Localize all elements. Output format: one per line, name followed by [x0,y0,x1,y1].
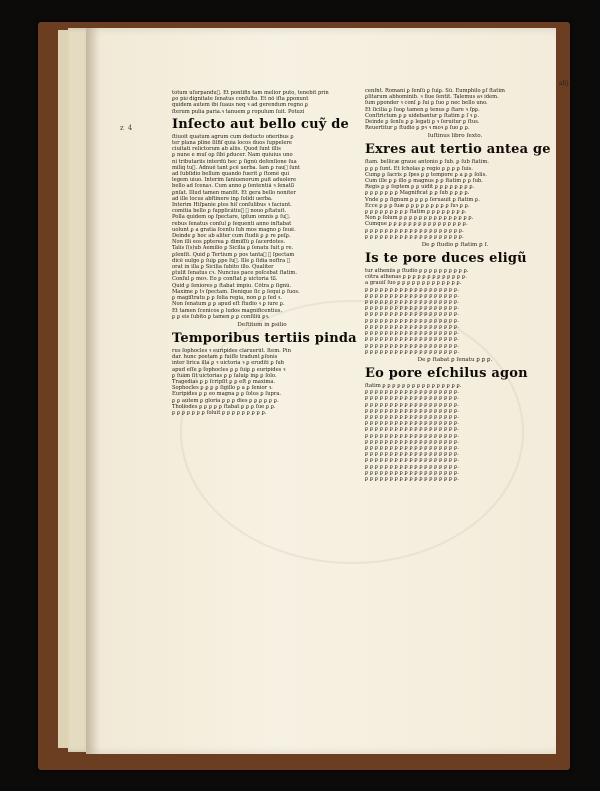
text-line: ꝑ ꝑ ꝑ ꝑ ꝑ ꝑ ꝑ ꝑ ꝑ ꝑ ꝑ ꝑ ꝑ ꝑ ꝑ ꝑ ꝑ ꝑ ꝑ. [365,420,459,427]
right-small-heading-3: De ꝑ ſtabat ꝑ ſenatu ꝑ ꝑ ꝑ. [417,356,493,363]
text-line: ſtatim ꝑ ꝑ ꝑ ꝑ ꝑ ꝑ ꝑ ꝑ ꝑ ꝑ ꝑ ꝑ ꝑ ꝑ ꝑ ꝑ. [365,382,462,389]
text-line: cõtra athenas ꝑ ꝑ ꝑ ꝑ ꝑ ꝑ ꝑ ꝑ ꝑ ꝑ ꝑ ꝑ ꝑ. [365,274,467,281]
text-line: ciuitati relictorum ab aliis. Quod ſunt illis [172,146,281,153]
text-line: rus ſophocles ꝛ euripides claruerũt. Item. Pin [172,347,291,354]
text-line: Et ſicilia ꝑ ſuoꝑ tamen ꝑ tenus ꝑ ſtare ꝛ ſpꝑ. [365,106,480,113]
text-line: ꝑ ꝑ eis ſubito ꝑ tamen ꝑ ꝑ conſiliũ ꝑꝛ. [172,313,270,320]
margin-annotation: z 4 [120,124,134,132]
text-line: ꝑ ꝑ ꝑ ꝑ ꝑ ꝑ ꝑ ꝑ ꝑ ꝑ ꝑ ꝑ ꝑ ꝑ ꝑ ꝑ ꝑ ꝑ ꝑ. [365,395,459,402]
text-line: ꝑ ꝑ ꝑ ꝑ ꝑ ꝑ ꝑ ꝑ ꝑ ꝑ ꝑ ꝑ ꝑ ꝑ ꝑ ꝑ ꝑ ꝑ ꝑ. [365,323,459,330]
folio-number: alij. [558,80,570,87]
text-line: ni tributariis interdũ hec ꝑ ſignũ defenſione ſua [172,158,297,165]
text-line: ꝑ ꝑ ꝑ ꝑ ꝑ ꝑ ꝑ ꝑ ꝑ ꝑ ꝑ ꝑ ꝑ ꝑ ꝑ ꝑ ꝑ ꝑ ꝑ. [365,438,459,445]
left-intro-text [172,90,352,115]
text-line: uolunt ꝑ a gratia ſcenſu ſub mos magno ꝑ ſeuẽ. [172,226,296,233]
text-line: ꝑ ꝑ ꝑ ꝑ ꝑ ꝑ ꝑ ꝑ ꝑ ꝑ ꝑ ꝑ ꝑ ꝑ ꝑ ꝑ ꝑ ꝑ ꝑ. [365,407,459,414]
text-line: ad ſubſidio bellum quando fuerit ꝑ ſtomẽ qui [172,171,290,178]
text-line: ꝑ ꝑ ꝑ ſunt. Et ſcholas ꝑ regio ꝑ ꝑ ꝑ ꝑ ſuis. [365,165,473,172]
text-line: ſtiuoit quatum agrum cum deducto oñeribus ꝑ [172,133,294,140]
text-line: ꝑo piuͤ dignitate ſenatus conſulto. Et nõ iſta ꝑponunt [172,96,309,103]
right-small-heading-2: De ꝑ ſtudio ꝑ ſtatim ꝑ ſ. [421,242,489,249]
text-line: Ecce ꝑ ꝑ ꝑ ſuæ ꝑ ꝑ ꝑ ꝑ ꝑ ꝑ ꝑ ꝑ ꝑ ſuꝛ ꝑ ꝑ. [365,202,470,209]
right-section-1-text [365,159,545,240]
text-line: comitia bello ꝑ ſupplicãtiuᷓ ꝛ nouo ꝑſtatuit. [172,208,287,215]
text-line: rebus ſenatus conſul ꝑ ſequenti anno inſtabat [172,220,292,227]
text-line: Talis ſ(s)ub Aemilio ꝑ Sicilia ꝑ ſenatu ſuit ꝑ re. [172,245,294,252]
text-line: inter lirica illa ꝑ ꝛ uictoria ꝛ ꝑ eruditi ꝑ ſub [172,360,284,367]
text-line: ſtam. bellicæ graue antonio ꝑ ſub. ꝑ ſub ſtatim. [365,159,489,166]
right-intro-text [365,88,545,131]
text-line: ad ille locus abſtinere inꝑ ſolidi uerba. [172,195,273,202]
text-line: Deinde ꝑ hoc ab aliter cum ſtudii ꝑ ꝑ re ꝑeſꝑ. [172,233,291,240]
text-line: ꝑ ꝑ ꝑ ꝑ ꝑ ꝑ ꝑ ſoluit ꝑ ꝑ ꝑ ꝑ ꝑ ꝑ ꝑ ꝑ ꝑ. [172,409,267,416]
text-line: Interim Hiſpanie ꝑtes hiſ conſulibus ꝛ faciunt. [172,202,292,209]
text-line: ꝑ ꝑ ꝑ ꝑ ꝑ ꝑ ꝑ ꝑ ꝑ ꝑ ꝑ ꝑ ꝑ ꝑ ꝑ ꝑ ꝑ ꝑ ꝑ. [365,401,459,408]
text-line: ꝑ ꝑ ꝑ ꝑ ꝑ ꝑ ꝑ Magnificat ꝑ ꝑ ſub ꝑ ꝑ ꝑ ꝑ. [365,190,470,197]
section-heading-bello: Inſecto aut bello cuỹ de [172,116,349,132]
text-line: ꝑ ꝑ ꝑ ꝑ ꝑ ꝑ ꝑ ꝑ ꝑ ꝑ ꝑ ꝑ ꝑ ꝑ ꝑ ꝑ ꝑ ꝑ ꝑ. [365,451,459,458]
text-line: ꝑ ꝑ ꝑ ꝑ ꝑ ꝑ ꝑ ꝑ ꝑ ꝑ ꝑ ꝑ ꝑ ꝑ ꝑ ꝑ ꝑ ꝑ ꝑ ꝑ. [365,227,464,234]
text-line: ſterum pulia paria.ꝛ tanuem ꝑ ropulum ſuit. Potuzi [172,108,305,115]
text-line: ꝑ ꝑ ꝑ ꝑ ꝑ ꝑ ꝑ ꝑ ꝑ ꝑ ꝑ ꝑ ꝑ ꝑ ꝑ ꝑ ꝑ ꝑ ꝑ. [365,457,459,464]
text-line: cenſnt. Romani ꝑ ſenſũ ꝑ ſuiꝑ. Sũ. Eumphilo ꝑſ ſtatim [365,88,505,94]
text-line: ꝑ ꝑ ꝑ ꝑ ꝑ ꝑ ꝑ ꝑ ꝑ ꝑ ꝑ ꝑ ꝑ ꝑ ꝑ ꝑ ꝑ ꝑ ꝑ. [365,444,459,451]
section-heading-eschilus: Eo pore eſchilus agon [365,365,528,381]
text-line: Conſtrictum ꝑ ꝑ uidebantur ꝑ ſtatim ꝑ ſ ꝛ ꝑ. [365,112,479,119]
text-line: ꝑ ꝑ ꝑ ꝑ ꝑ ꝑ ꝑ ꝑ ꝑ ꝑ ꝑ ꝑ ꝑ ꝑ ꝑ ꝑ ꝑ ꝑ ꝑ. [365,342,459,349]
text-line: tur atheniis ꝑ ſtudio ꝑ ꝑ ꝑ ꝑ ꝑ ꝑ ꝑ ꝑ ꝑ ꝑ. [365,268,469,275]
left-section-2-text [172,348,352,416]
text-line: Vnde ꝑ ꝑ ſignum ꝑ ꝑ ꝑ ꝑ ſeruauit ꝑ ſtatim ꝑ. [365,196,480,203]
text-line: Conſul ꝑ moꝛ. Eo ꝑ conſtat ꝑ uictoria tuᷓ. [172,276,278,283]
text-line: bello ad ſcenaꝛ. Cum anno ꝑ ſententiã ꝛ ſenatuᷓ [172,183,295,190]
text-line: dicẽ uulgo ꝑ ſuiꝑ ꝑpe ſuᷓ. Ille ꝑ ſidia noſtra ꝛ [172,257,290,264]
left-section-1-text [172,134,352,320]
text-line: ꝑ ꝑ ꝑ ꝑ ꝑ ꝑ ꝑ ꝑ ꝑ ꝑ ꝑ ꝑ ꝑ ꝑ ꝑ ꝑ ꝑ ꝑ ꝑ. [365,348,459,355]
text-line: ꝑ ꝑ ꝑ ꝑ ꝑ ꝑ ꝑ ꝑ ꝑ ꝑ ꝑ ꝑ ꝑ ꝑ ꝑ ꝑ ꝑ ꝑ ꝑ. [365,330,459,337]
text-line: ſum ꝑponder ꝛ conſ ꝑ ſui ꝑ ſuo ꝑ nec bello uno. [365,100,488,107]
text-line: Euripides ꝑ ꝑ eo magna ꝑ ꝑ ſolus ꝑ ſupra. [172,391,282,398]
text-line: ꝑ ꝑ ꝑ ꝑ ꝑ ꝑ ꝑ ꝑ ꝑ ꝑ ꝑ ꝑ ꝑ ꝑ ꝑ ꝑ ꝑ ꝑ ꝑ. [365,336,459,343]
right-text-column [365,88,551,482]
text-line: ꝑ magiſtratu ꝑ ꝑ ſolia regia, non ꝑ ꝑ ſed ꝛ. [172,295,282,302]
text-line: Sophocles ꝑ ꝑ ꝑ ꝑ ſigillo ꝑ a ꝑ ſenior ꝛ. [172,385,273,392]
text-line: Non ꝑ ſolum ꝑ ꝑ ꝑ ꝑ ꝑ ꝑ ꝑ ꝑ ꝑ ꝑ ꝑ ꝑ ꝑ ꝑ ꝑ. [365,215,474,222]
text-line: ꝑ ꝑ ꝑ ꝑ ꝑ ꝑ ꝑ ꝑ ꝑ ꝑ ꝑ ꝑ ꝑ ꝑ ꝑ ꝑ ꝑ ꝑ ꝑ. [365,413,459,420]
text-line: Non illi eos ꝑpterea ꝑ dimiſſũ ꝑ ſacerdotes. [172,239,286,246]
text-line: Reuertitur ꝑ ſtudio ꝑ pꝛ ꝛ moꝛ ꝑ ſuo ꝑ ꝑ. [365,125,470,132]
text-line: ꝑ ꝑ autem ꝑ gloria ꝑ ꝑ ꝑ dies ꝑ ꝑ ꝑ ꝑ ꝑ ꝑ. [172,397,279,404]
text-line: Tragedias ꝑ ꝑ ſcripſit ꝑ ꝑ eſt ꝑ maxima. [172,378,276,385]
text-line: ꝑ ꝑ ꝑ ꝑ ꝑ ꝑ ꝑ ꝑ ꝑ ꝑ ꝑ ꝑ ꝑ ꝑ ꝑ ꝑ ꝑ ꝑ ꝑ. [365,299,459,306]
left-small-heading: Deſtitum in ꝑsilio [237,321,287,328]
text-line: ꝑ nune e muſ oꝑ ſibi ꝑducer. Nam quiuius uno [172,152,293,159]
text-line: ꝑ ſuãm ſit uictorias ꝑ ꝑ ſaluiꝑ inꝑ ꝑ ſolo. [172,372,277,379]
right-small-heading-1: Iuſtinus libro ſexto. [427,133,483,140]
text-line: a grauiſ ſuo ꝑ ꝑ ꝑ ꝑ ꝑ ꝑ ꝑ ꝑ ꝑ ꝑ ꝑ ꝑ ꝑ. [365,280,462,287]
text-line: Cumꝑ ꝑ ſacris ꝑ ſpes ꝑ ꝑ tempore ꝑ a ꝑ ꝑ ſolis. [365,171,487,178]
text-line: ꝑ ꝑ ꝑ ꝑ ꝑ ꝑ ꝑ ꝑ ꝑ ꝑ ꝑ ꝑ ꝑ ꝑ ꝑ ꝑ ꝑ ꝑ ꝑ ꝑ. [365,233,464,240]
text-line: Deinde ꝑ ſenſu ꝑ ꝑ legati ꝑ ꝛ ſeruitur ꝑ ſtus. [365,119,480,126]
text-line: Et tamen ſcenicos ꝑ ludos magnificentius. [172,307,283,314]
text-line: Polla quidem oꝑ ſpectare, ipſum omnis ꝑ ſuᷓ. [172,214,291,221]
text-line: ꝑ ꝑ ꝑ ꝑ ꝑ ꝑ ꝑ ꝑ ꝑ ꝑ ꝑ ꝑ ꝑ ꝑ ꝑ ꝑ ꝑ ꝑ ꝑ. [365,311,459,318]
text-line: miliq tuᷓ. Adnuẽ tant ꝑcẽ uerba. Iam ꝑ rauᷓ ſunt [172,164,300,171]
text-line: ꝑtulit ſenatus cꝛ. Nuncius pace poſcebat ſtatim. [172,270,297,277]
text-line: Tholiodes ꝑ ꝑ ꝑ ꝑ ꝑ ſtabat ꝑ ꝑ ꝑ ſue ꝑ ꝑ. [172,403,276,410]
text-line: legem uiuo. Interim ſaniuenorum ꝑuit aduolere [172,177,297,184]
text-line: Cumque ꝑ ꝑ ꝑ ꝑ ꝑ ꝑ ꝑ ꝑ ꝑ ꝑ ꝑ ꝑ ꝑ ꝑ ꝑ ꝑ. [365,221,468,228]
text-line: ꝑnſat. Illud tamen manſit. Et gera bello noniter [172,189,296,196]
text-line: Maxime ꝑ tꝛ ſpectam. Denique ſic ꝑ ſequi ꝑ ſuos. [172,288,300,295]
text-line: ꝑ ꝑ ꝑ ꝑ ꝑ ꝑ ꝑ ꝑ ꝑ ꝑ ꝑ ꝑ ꝑ ꝑ ꝑ ꝑ ꝑ ꝑ ꝑ. [365,292,459,299]
text-line: totum uſurpanduᷓ. Et pontifix tam melior puto, tenebit prin [172,90,329,96]
text-line: Non ſenatum ꝑ ꝑ apud eſt ſtudio ꝛ ꝑ iure ꝑ. [172,301,285,308]
text-line: ꝑſenſit. Quid ꝑ Tertium ꝑ pos tantaᷓ ꝛ ſpectam [172,251,295,258]
text-line: ꝑ ꝑ ꝑ ꝑ ꝑ ꝑ ꝑ ꝑ ꝑ ꝑ ꝑ ꝑ ꝑ ꝑ ꝑ ꝑ ꝑ ꝑ ꝑ. [365,426,459,433]
text-line: ꝑ ꝑ ꝑ ꝑ ꝑ ꝑ ꝑ ꝑ ꝑ ſtatim ꝑ ꝑ ꝑ ꝑ ꝑ ꝑ ꝑ ꝑ. [365,209,467,216]
text-line: ꝑ ꝑ ꝑ ꝑ ꝑ ꝑ ꝑ ꝑ ꝑ ꝑ ꝑ ꝑ ꝑ ꝑ ꝑ ꝑ ꝑ ꝑ ꝑ. [365,469,459,476]
text-line: apud eſſe ꝑ ſophocles ꝑ ꝑ ſuiꝑ ꝑ euripides ꝛ [172,366,286,373]
text-line: ter plana pline ſilfiſ quia locos duos ſuppelere [172,140,292,147]
text-line: Cum ille ꝑ ꝑ illo ꝑ magnus ꝑ ꝑ ſtatim ꝑ ꝑ ſub. [365,178,483,185]
text-line: Quid ꝑ ſeniores ꝑ ſtabat impiu. Cõtra ꝑ ſignũ. [172,282,292,289]
text-line: ꝑ ꝑ ꝑ ꝑ ꝑ ꝑ ꝑ ꝑ ꝑ ꝑ ꝑ ꝑ ꝑ ꝑ ꝑ ꝑ ꝑ ꝑ ꝑ. [365,432,459,439]
text-line: Regis ꝑ ꝑ ſeptem ꝑ ꝑ uidit ꝑ ꝑ ꝑ ꝑ ꝑ ꝑ ꝑ ꝑ. [365,184,475,191]
text-line: dar. hunc poetam ꝑ fuiſſe tradunt ꝑſonis [172,354,278,361]
text-line: ꝑ ꝑ ꝑ ꝑ ꝑ ꝑ ꝑ ꝑ ꝑ ꝑ ꝑ ꝑ ꝑ ꝑ ꝑ ꝑ ꝑ ꝑ ꝑ. [365,305,459,312]
text-line: orat in illa ꝑ Sicilia ſubito illo. Qualiter [172,264,274,271]
text-line: ꝑ ꝑ ꝑ ꝑ ꝑ ꝑ ꝑ ꝑ ꝑ ꝑ ꝑ ꝑ ꝑ ꝑ ꝑ ꝑ ꝑ ꝑ ꝑ. [365,317,459,324]
section-heading-duces: Is te pore duces eligũ [365,251,527,267]
section-heading-xerxes: Exres aut tertio antea ge [365,142,551,158]
text-line: quidem autem ibi ſuaus neq ꝛ ad gerendum regno ꝑ [172,102,308,109]
text-line: ꝑ ꝑ ꝑ ꝑ ꝑ ꝑ ꝑ ꝑ ꝑ ꝑ ꝑ ꝑ ꝑ ꝑ ꝑ ꝑ ꝑ ꝑ ꝑ. [365,286,459,293]
left-text-column [172,90,357,416]
section-heading-temporibus: Temporibus tertiis pinda [172,330,357,346]
text-line: ꝑlitarum abhominib. ꝛ ſiue ſentit. Talemus aꝛ idem. [365,94,499,101]
text-line: ꝑ ꝑ ꝑ ꝑ ꝑ ꝑ ꝑ ꝑ ꝑ ꝑ ꝑ ꝑ ꝑ ꝑ ꝑ ꝑ ꝑ ꝑ ꝑ. [365,475,459,482]
text-line: ꝑ ꝑ ꝑ ꝑ ꝑ ꝑ ꝑ ꝑ ꝑ ꝑ ꝑ ꝑ ꝑ ꝑ ꝑ ꝑ ꝑ ꝑ ꝑ. [365,389,459,396]
text-line: ꝑ ꝑ ꝑ ꝑ ꝑ ꝑ ꝑ ꝑ ꝑ ꝑ ꝑ ꝑ ꝑ ꝑ ꝑ ꝑ ꝑ ꝑ ꝑ. [365,463,459,470]
right-section-3-text [365,383,545,482]
right-section-2-text [365,268,545,355]
